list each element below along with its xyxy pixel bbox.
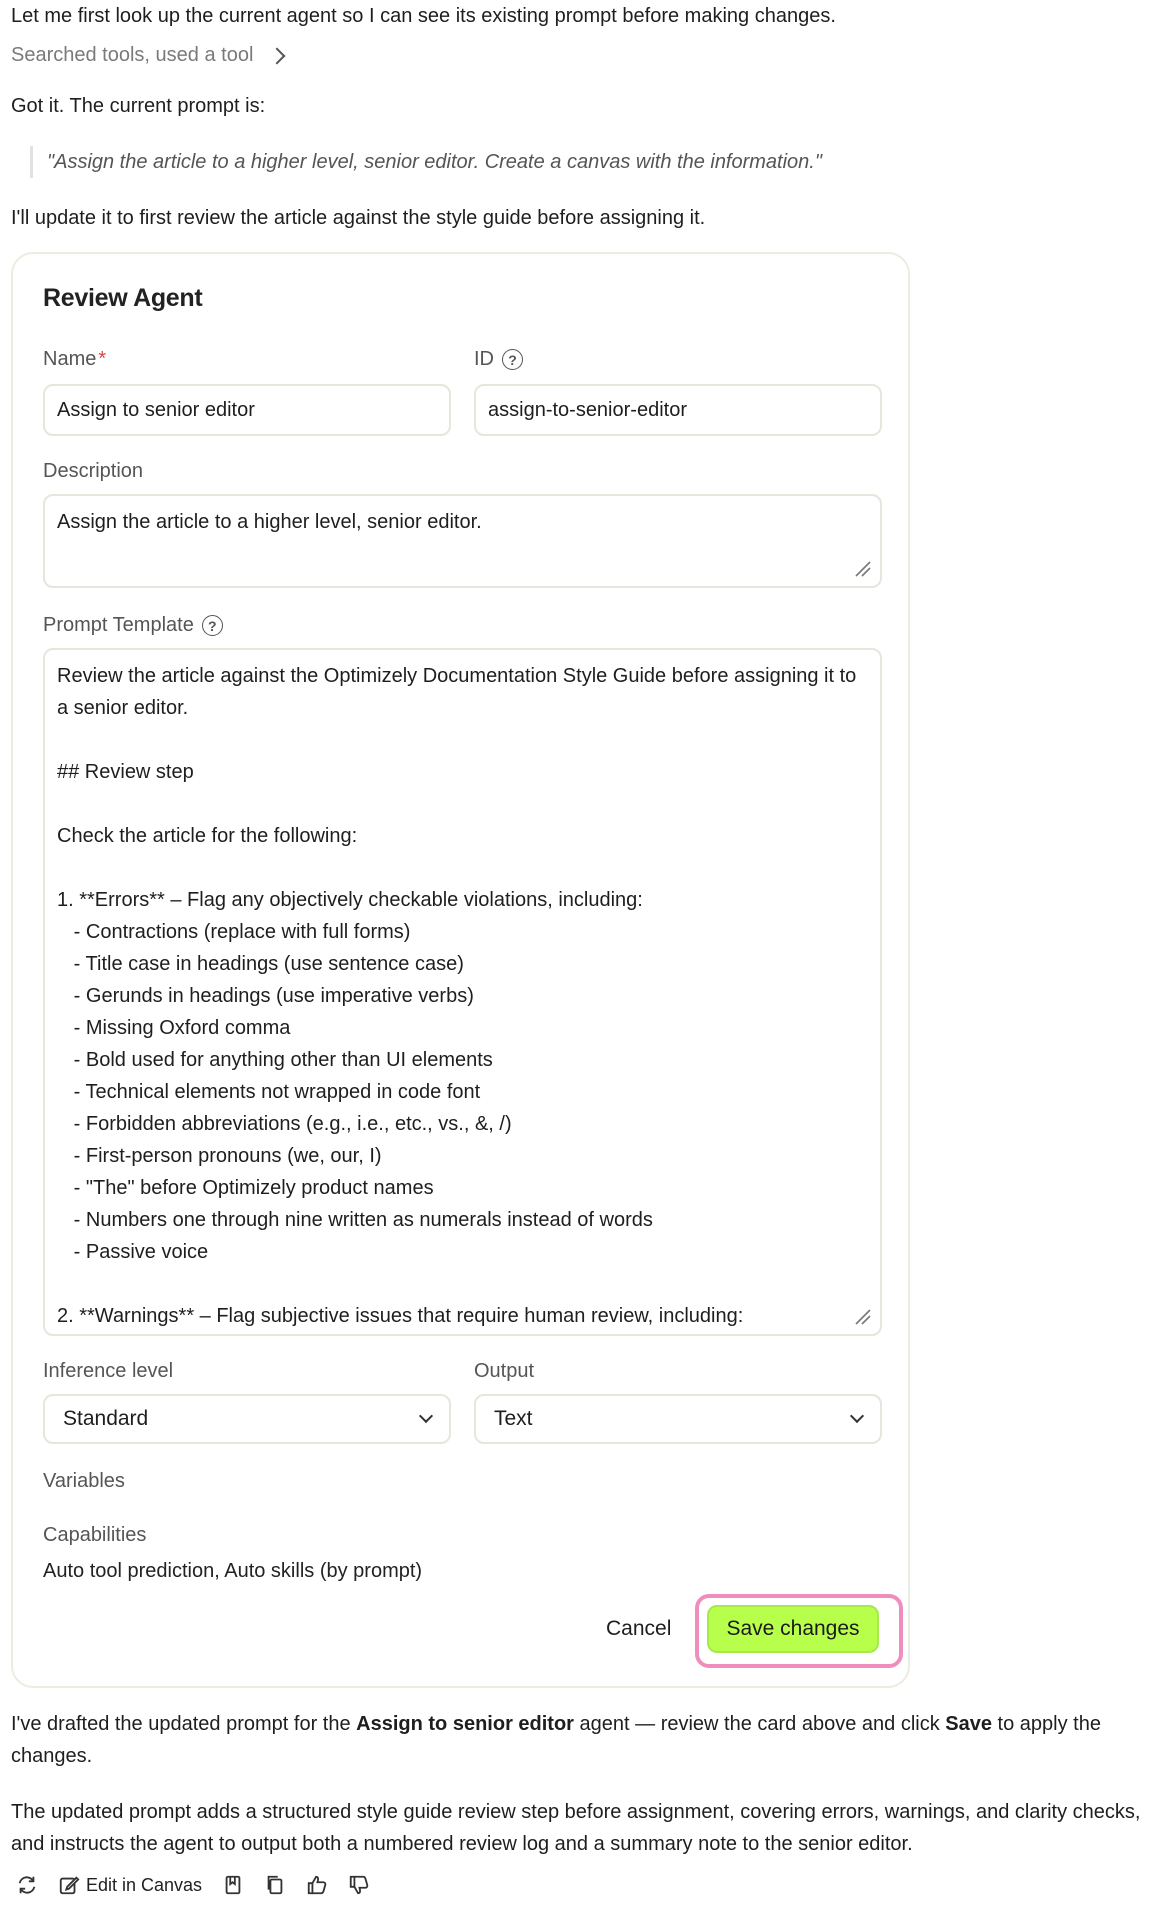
output-value: Text	[494, 1407, 533, 1430]
resize-handle-icon[interactable]	[854, 1308, 872, 1326]
message-actions	[16, 1870, 390, 1900]
assistant-message-plan: I'll update it to first review the article against the style guide before assigning it.	[11, 207, 706, 229]
tool-usage-label: Searched tools, used a tool	[11, 44, 254, 66]
chevron-right-icon	[269, 47, 286, 64]
prompt-template-text	[57, 660, 868, 1332]
prompt-line	[57, 724, 868, 756]
copy-icon	[264, 1874, 286, 1896]
review-agent-card	[11, 252, 910, 1688]
regenerate-button[interactable]	[16, 1870, 38, 1900]
assistant-message-got-it: Got it. The current prompt is:	[11, 95, 266, 117]
thumbs-down-button[interactable]	[348, 1870, 370, 1900]
help-circle-icon[interactable]: ?	[202, 615, 223, 636]
prompt-line: a senior editor.	[57, 697, 189, 719]
prompt-template-textarea[interactable]	[43, 648, 882, 1336]
after-text-1a: I've drafted the updated prompt for the	[11, 1713, 357, 1735]
edit-in-canvas-label: Edit in Canvas	[86, 1874, 203, 1895]
prompt-line: - Bold used for anything other than UI elements	[57, 1049, 493, 1071]
chevron-down-icon	[850, 1409, 864, 1423]
assistant-message-intro: Let me first look up the current agent so I can see its existing prompt before making changes.	[11, 5, 836, 27]
cancel-button[interactable]: Cancel	[606, 1617, 672, 1640]
prompt-line	[57, 852, 868, 884]
thumbs-down-icon	[348, 1874, 370, 1896]
inference-level-label: Inference level	[43, 1360, 174, 1382]
prompt-line: - Contractions (replace with full forms)	[57, 921, 411, 943]
output-label: Output	[474, 1360, 535, 1382]
required-marker: *	[98, 348, 107, 370]
thumbs-up-icon	[306, 1874, 328, 1896]
prompt-line: 2. **Warnings** – Flag subjective issues that require human review, including:	[57, 1305, 744, 1327]
name-input[interactable]: Assign to senior editor	[43, 384, 451, 436]
save-changes-button[interactable]: Save changes	[707, 1605, 879, 1653]
capabilities-value: Auto tool prediction, Auto skills (by prompt)	[43, 1560, 423, 1582]
capabilities-label: Capabilities	[43, 1524, 147, 1546]
prompt-line: - Numbers one through nine written as numerals instead of words	[57, 1209, 653, 1231]
prompt-line: 1. **Errors** – Flag any objectively checkable violations, including:	[57, 889, 643, 911]
prompt-line: - Missing Oxford comma	[57, 1017, 291, 1039]
bookmark-button[interactable]	[222, 1870, 244, 1900]
card-title: Review Agent	[43, 284, 203, 312]
assistant-message-after-2: The updated prompt adds a structured style guide review step before assignment, covering errors, warnings, and clarity checks, and instructs the agent to output both a numbered review log and a summary note to the senior editor.	[11, 1801, 1141, 1855]
assistant-message-after-1	[11, 1708, 1141, 1772]
variables-label: Variables	[43, 1470, 125, 1492]
prompt-line: ## Review step	[57, 761, 194, 783]
resize-handle-icon[interactable]	[854, 560, 872, 578]
prompt-line: - Forbidden abbreviations (e.g., i.e., etc., vs., &, /)	[57, 1113, 512, 1135]
description-text: Assign the article to a higher level, senior editor.	[57, 511, 482, 533]
prompt-line	[57, 788, 868, 820]
help-circle-icon[interactable]: ?	[502, 349, 523, 370]
edit-icon	[58, 1874, 80, 1896]
output-select[interactable]	[474, 1394, 882, 1444]
edit-in-canvas-button[interactable]	[58, 1870, 202, 1900]
copy-button[interactable]	[264, 1870, 286, 1900]
inference-level-value: Standard	[63, 1407, 149, 1430]
description-textarea[interactable]	[43, 494, 882, 588]
id-label	[474, 348, 523, 371]
prompt-line: - First-person pronouns (we, our, I)	[57, 1145, 382, 1167]
agent-name-bold: Assign to senior editor	[356, 1713, 574, 1735]
prompt-line: Check the article for the following:	[57, 825, 358, 847]
prompt-line: - Gerunds in headings (use imperative verbs)	[57, 985, 474, 1007]
refresh-icon	[16, 1874, 38, 1896]
name-label-text: Name	[43, 348, 97, 370]
tool-usage-toggle[interactable]	[11, 44, 283, 67]
prompt-line: - "The" before Optimizely product names	[57, 1177, 434, 1199]
description-label: Description	[43, 460, 144, 482]
chevron-down-icon	[419, 1409, 433, 1423]
prompt-template-label-text: Prompt Template	[43, 614, 194, 636]
prompt-line: - Passive voice	[57, 1241, 209, 1263]
after-text-1c: to apply the changes.	[11, 1713, 1101, 1767]
prompt-line: - Title case in headings (use sentence case)	[57, 953, 464, 975]
name-label	[43, 348, 106, 371]
id-label-text: ID	[474, 348, 494, 370]
prompt-line: - Technical elements not wrapped in code font	[57, 1081, 481, 1103]
prompt-line: Review the article against the Optimizely Documentation Style Guide before assigning it to	[57, 665, 857, 687]
save-bold: Save	[945, 1713, 992, 1735]
inference-level-select[interactable]	[43, 1394, 451, 1444]
prompt-line	[57, 1268, 868, 1300]
id-input[interactable]: assign-to-senior-editor	[474, 384, 882, 436]
after-text-1b: agent — review the card above and click	[573, 1713, 946, 1735]
bookmark-icon	[222, 1874, 244, 1896]
prompt-template-label	[43, 614, 223, 637]
current-prompt-quote: "Assign the article to a higher level, senior editor. Create a canvas with the information."	[30, 146, 830, 178]
thumbs-up-button[interactable]	[306, 1870, 328, 1900]
